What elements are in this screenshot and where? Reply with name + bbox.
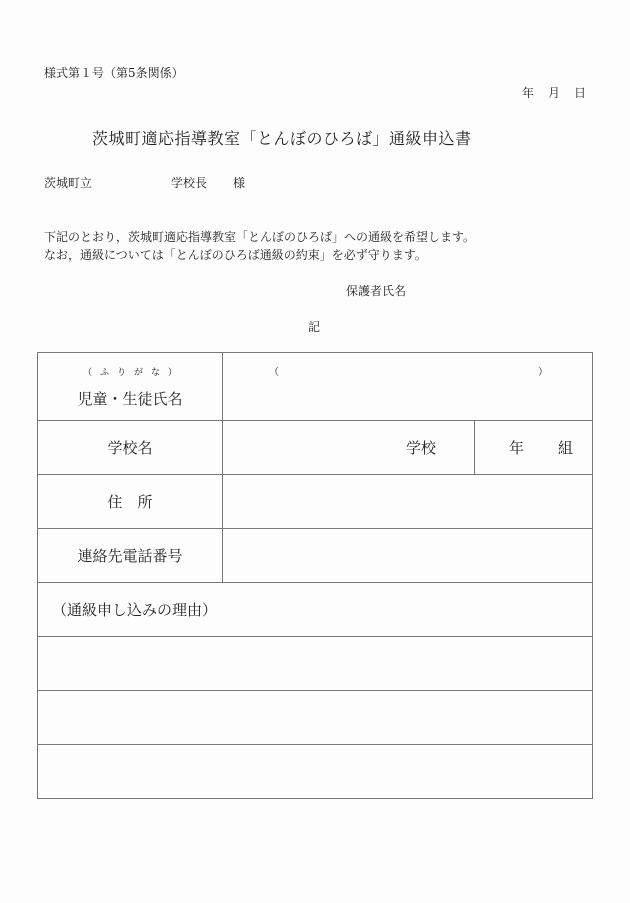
student-name-label-cell: [38, 353, 223, 421]
class-label: 組: [558, 439, 574, 457]
table-row-school: [38, 421, 593, 475]
school-name-field[interactable]: [223, 421, 475, 475]
phone-field[interactable]: [223, 529, 593, 583]
table-row-phone: [38, 529, 593, 583]
address-field[interactable]: [223, 475, 593, 529]
date-line: [522, 84, 586, 101]
date-day: 日: [574, 86, 587, 100]
body-line-1: 下記のとおり，茨城町適応指導教室「とんぼのひろば」への通級を希望します。: [44, 230, 476, 244]
table-row-reason-label: [38, 583, 593, 637]
body-line-2: なお，通級については「とんぼのひろば通級の約束」を必ず守ります。: [44, 248, 427, 262]
furigana-label: （ふりがな）: [82, 367, 185, 378]
reason-field-2[interactable]: [38, 691, 593, 745]
address-label: 住 所: [38, 475, 223, 529]
town-school-label: 茨城町立: [44, 176, 93, 190]
table-row-reason-3: [38, 745, 593, 799]
table-row-reason-1: [38, 637, 593, 691]
body-text: [44, 228, 475, 264]
furigana-open-paren: （: [269, 367, 279, 378]
phone-label: 連絡先電話番号: [38, 529, 223, 583]
principal-label: 学校長: [171, 176, 208, 190]
form-number: 様式第１号（第5条関係）: [44, 66, 184, 80]
application-form-table: [37, 352, 593, 799]
school-suffix: 学校: [405, 439, 436, 457]
document-title: 茨城町適応指導教室「とんぼのひろば」通級申込書: [92, 129, 472, 148]
grade-label: 年: [509, 439, 525, 457]
table-row-student-name: [38, 353, 593, 421]
student-name-field[interactable]: [223, 353, 593, 421]
reason-field-1[interactable]: [38, 637, 593, 691]
table-row-address: [38, 475, 593, 529]
date-year: 年: [522, 86, 535, 100]
addressee: [44, 174, 246, 191]
grade-class-field[interactable]: [475, 421, 593, 475]
school-name-label: 学校名: [38, 421, 223, 475]
reason-label: （通級申し込みの理由）: [38, 583, 593, 637]
reason-field-3[interactable]: [38, 745, 593, 799]
furigana-close-paren: ）: [538, 367, 548, 378]
date-month: 月: [548, 86, 561, 100]
guardian-name-label: 保護者氏名: [346, 284, 407, 298]
student-name-label: 児童・生徒氏名: [77, 389, 183, 408]
ki-label: 記: [308, 320, 321, 334]
table-row-reason-2: [38, 691, 593, 745]
honorific: 様: [233, 176, 246, 190]
